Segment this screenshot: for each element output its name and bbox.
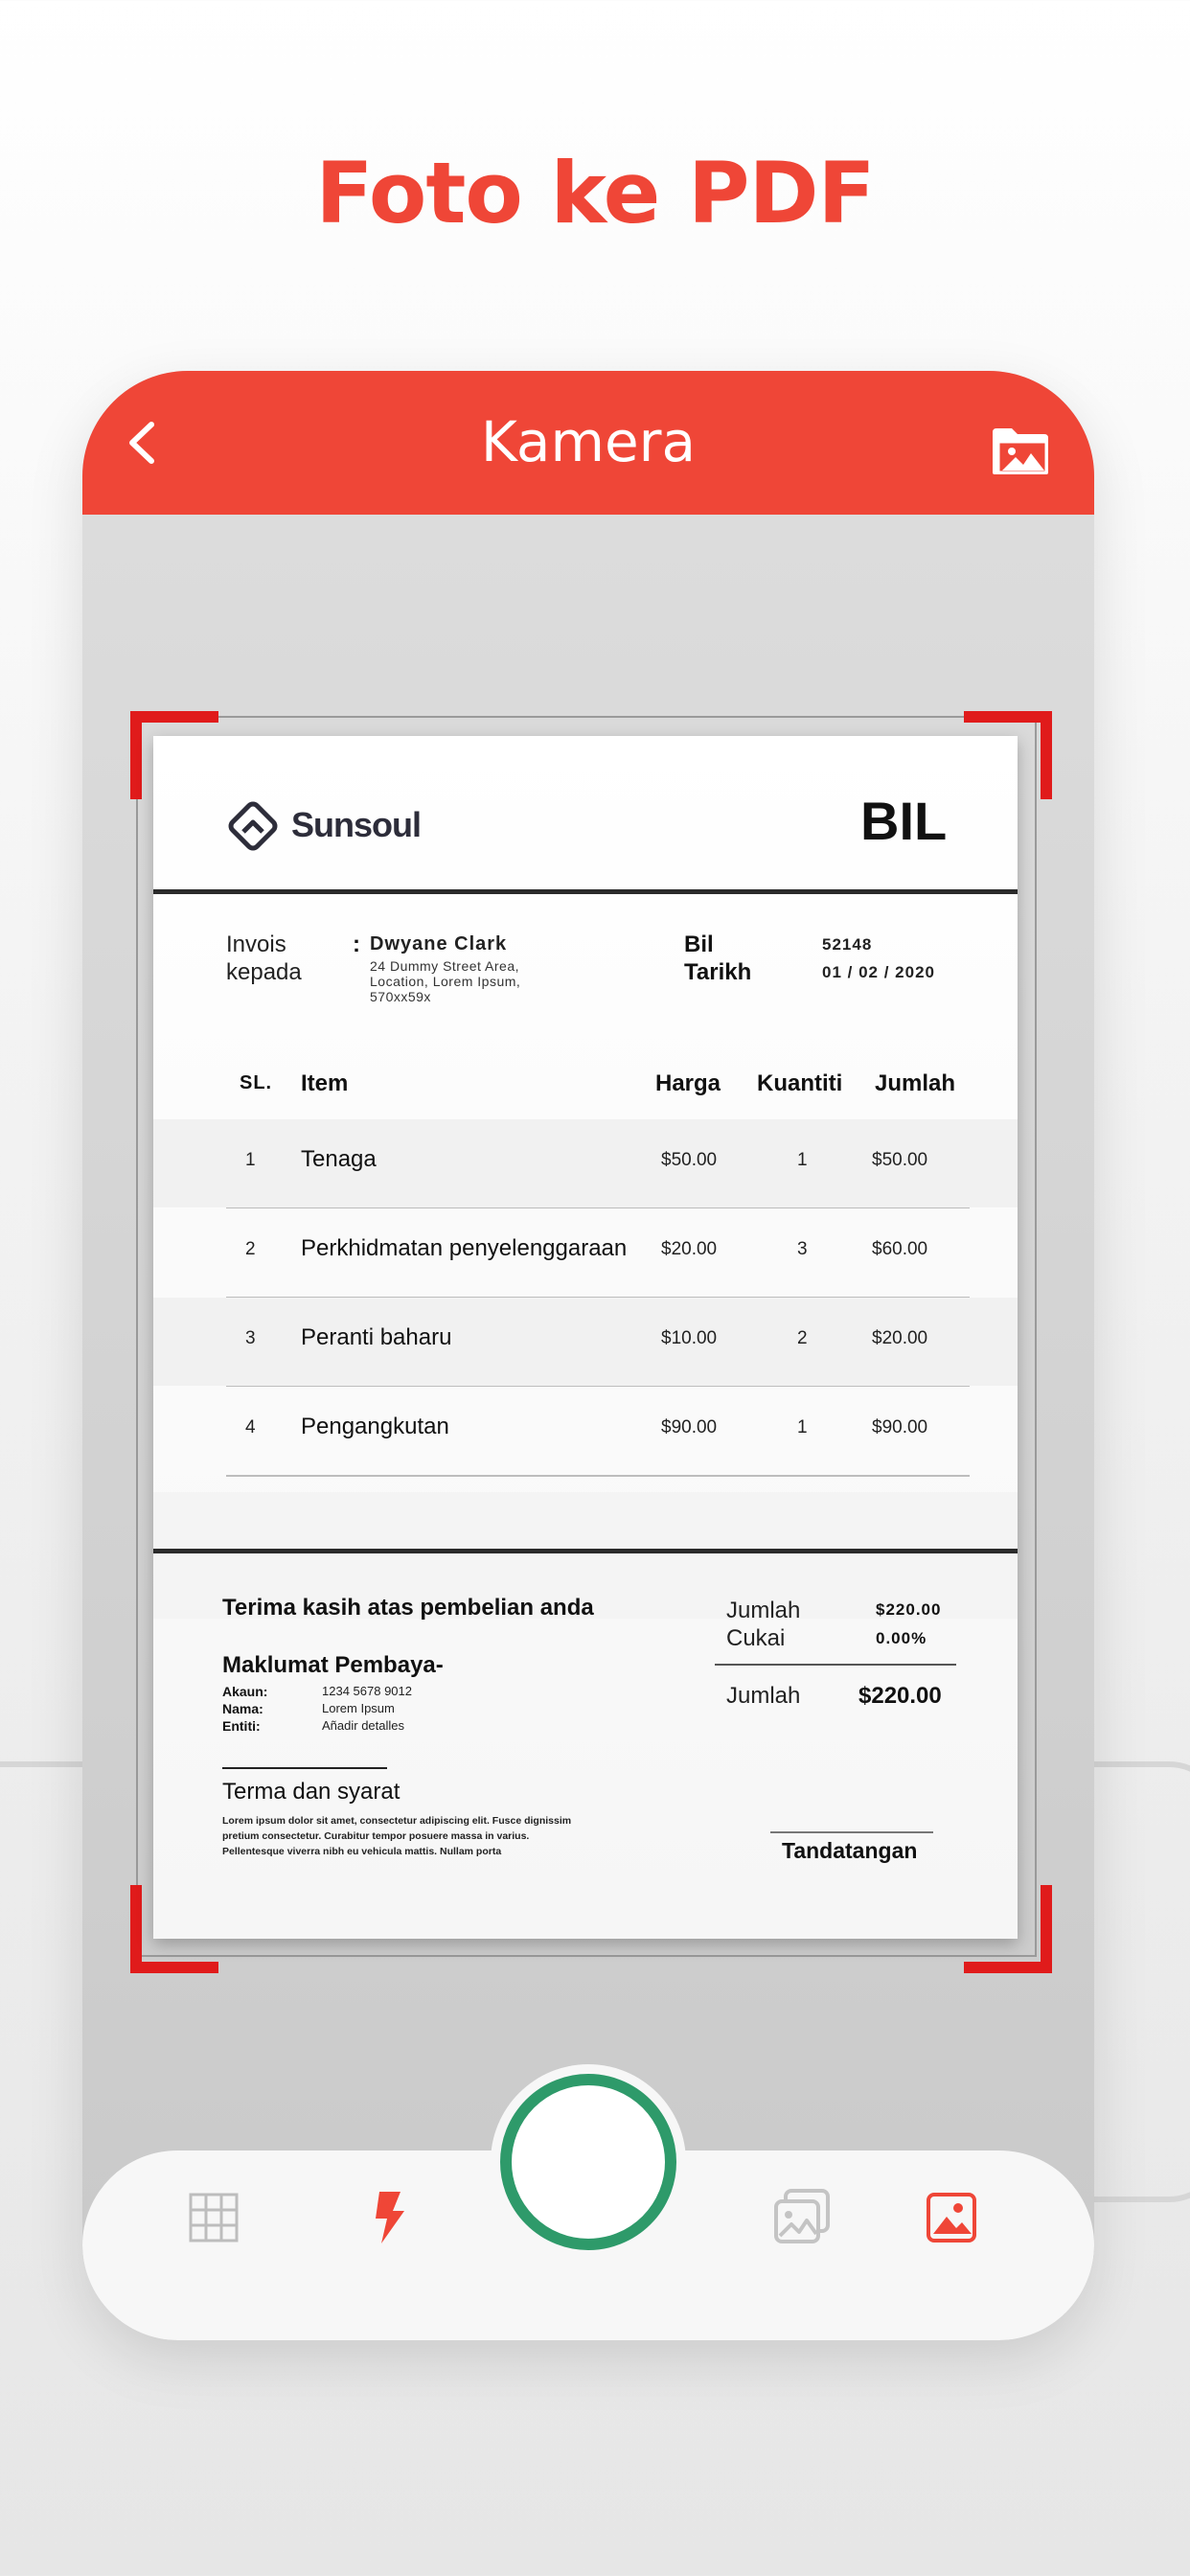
- phone-mockup: [82, 371, 1094, 2340]
- payment-title: Maklumat Pembaya-: [222, 1652, 444, 1678]
- column-total: Jumlah: [875, 1070, 956, 1096]
- brand-logo-icon: [226, 799, 280, 853]
- terms-title: Terma dan syarat: [222, 1779, 400, 1805]
- row-total: $20.00: [872, 1328, 928, 1348]
- row-sl: 4: [245, 1417, 256, 1438]
- entity-label: Entiti:: [222, 1718, 261, 1734]
- terms-divider: [222, 1767, 387, 1769]
- tax-value: 0.00%: [876, 1629, 927, 1647]
- client-name: Dwyane Clark: [370, 933, 508, 954]
- column-item: Item: [301, 1070, 349, 1096]
- column-sl: SL.: [240, 1072, 273, 1093]
- folder-image-icon[interactable]: [991, 425, 1050, 476]
- name-value: Lorem Ipsum: [322, 1701, 395, 1715]
- row-total: $60.00: [872, 1239, 928, 1259]
- brand-name: Sunsoul: [291, 805, 421, 844]
- flash-icon[interactable]: [372, 2190, 406, 2245]
- promo-title: Foto ke PDF: [315, 144, 875, 242]
- gallery-icon[interactable]: [772, 2188, 832, 2245]
- subtotal-label: Jumlah: [726, 1598, 801, 1623]
- account-label: Akaun:: [222, 1684, 268, 1699]
- background-decoration-line: [0, 1761, 96, 1767]
- terms-body: Lorem ipsum dolor sit amet, consectetur adipiscing elit. Fusce dignissim pretium consectetur. Curabitur tempor posuere massa in varius. Pellentesque viverra nibh eu vehicula mattis. Nullam porta: [222, 1815, 572, 1857]
- total-value: $220.00: [858, 1683, 942, 1709]
- client-address-1: 24 Dummy Street Area,: [370, 958, 520, 974]
- thanks-message: Terima kasih atas pembelian anda: [222, 1595, 594, 1621]
- bill-label: Bil: [684, 932, 714, 957]
- header-title: Kamera: [480, 409, 697, 474]
- row-price: $20.00: [661, 1239, 718, 1259]
- divider: [153, 889, 1018, 894]
- row-item: Perkhidmatan penyelenggaraan: [301, 1235, 628, 1261]
- app-header: [82, 371, 1094, 515]
- column-price: Harga: [655, 1070, 721, 1096]
- image-icon[interactable]: [926, 2192, 977, 2243]
- row-sl: 1: [245, 1150, 256, 1170]
- row-total: $50.00: [872, 1150, 928, 1170]
- row-item: Pengangkutan: [301, 1414, 449, 1439]
- invoice-to-label: Invois: [226, 932, 286, 957]
- row-total: $90.00: [872, 1417, 928, 1438]
- row-item: Tenaga: [301, 1146, 377, 1172]
- column-quantity: Kuantiti: [757, 1070, 843, 1096]
- row-qty: 1: [797, 1417, 808, 1438]
- date-label: Tarikh: [684, 959, 752, 985]
- bill-date: 01 / 02 / 2020: [822, 963, 935, 981]
- signature-label: Tandatangan: [782, 1838, 918, 1863]
- row-price: $10.00: [661, 1328, 718, 1348]
- bill-number: 52148: [822, 935, 873, 954]
- name-label: Nama:: [222, 1701, 263, 1716]
- table-row: [153, 1119, 1018, 1208]
- invoice-title: BIL: [860, 791, 948, 851]
- table-row: [153, 1298, 1018, 1386]
- grid-icon[interactable]: [188, 2192, 240, 2243]
- row-price: $90.00: [661, 1417, 718, 1438]
- invoice-document: [153, 736, 1018, 1939]
- divider: [153, 1549, 1018, 1553]
- tax-label: Cukai: [726, 1625, 786, 1651]
- total-label: Jumlah: [726, 1683, 801, 1709]
- account-value: 1234 5678 9012: [322, 1684, 412, 1698]
- row-qty: 3: [797, 1239, 808, 1259]
- entity-value: Añadir detalles: [322, 1718, 404, 1733]
- row-divider: [226, 1475, 970, 1477]
- client-address-3: 570xx59x: [370, 989, 431, 1004]
- row-qty: 2: [797, 1328, 808, 1348]
- subtotal-value: $220.00: [876, 1600, 942, 1619]
- row-sl: 3: [245, 1328, 256, 1348]
- invoice-to-label-2: kepada: [226, 959, 302, 985]
- total-divider: [715, 1664, 956, 1666]
- row-sl: 2: [245, 1239, 256, 1259]
- row-item: Peranti baharu: [301, 1324, 452, 1350]
- table-row: [153, 1387, 1018, 1475]
- table-row: [153, 1208, 1018, 1297]
- client-address-2: Location, Lorem Ipsum,: [370, 974, 521, 989]
- row-price: $50.00: [661, 1150, 718, 1170]
- colon: :: [353, 932, 360, 957]
- shutter-button[interactable]: [500, 2074, 676, 2250]
- row-qty: 1: [797, 1150, 808, 1170]
- signature-line: [770, 1831, 933, 1833]
